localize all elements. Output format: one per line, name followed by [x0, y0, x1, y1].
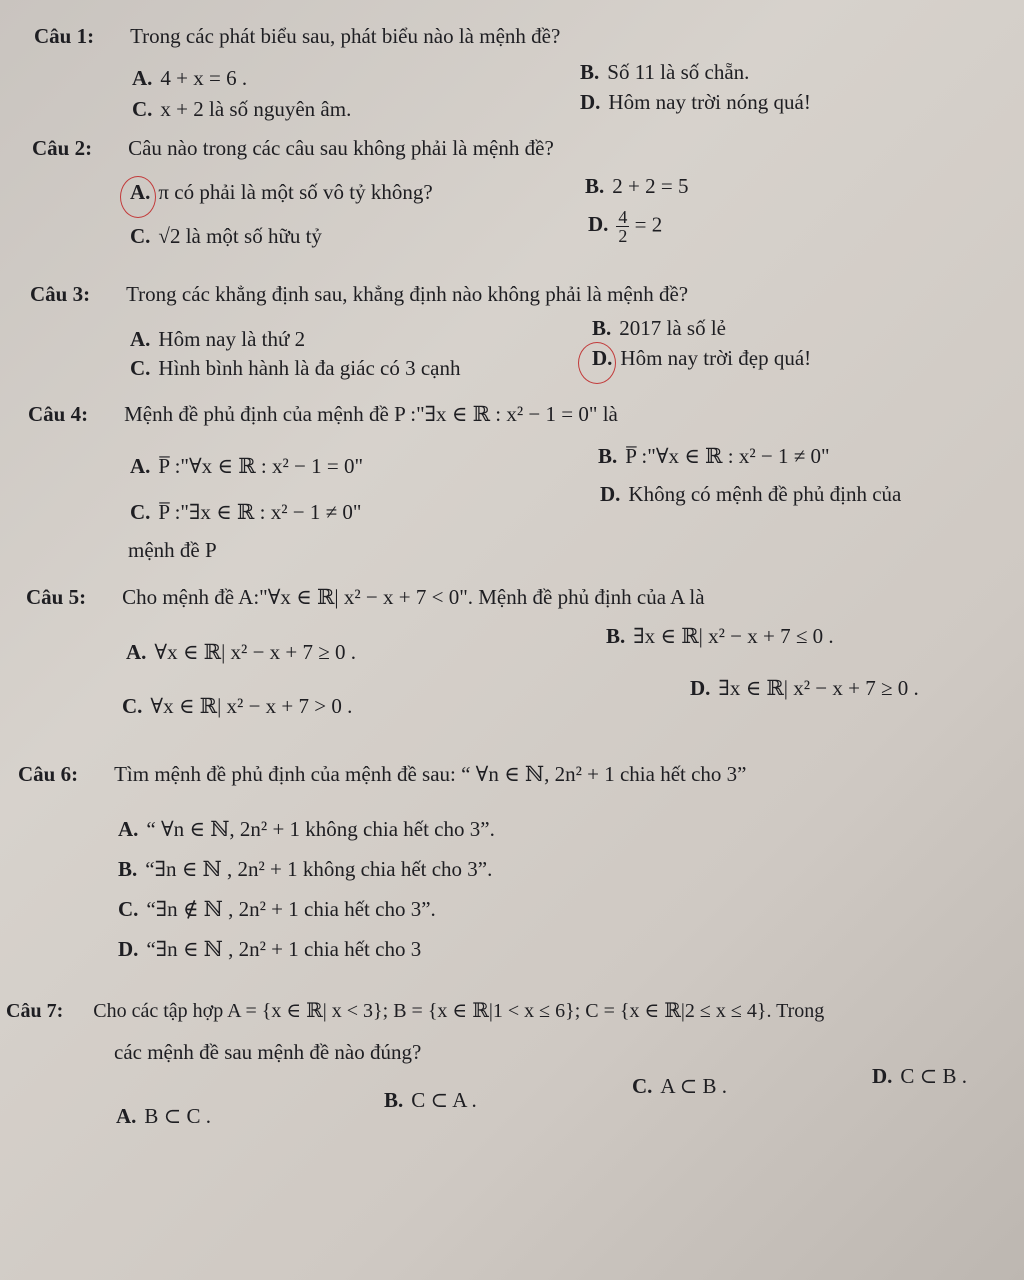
q1-option-a[interactable]: A. 4 + x = 6 .	[132, 66, 248, 90]
question-4-text: Mệnh đề phủ định của mệnh đề P :"∃x ∈ ℝ : x² − 1 = 0" là	[124, 402, 618, 426]
q4-option-a[interactable]: A. P̅ :"∀x ∈ ℝ : x² − 1 = 0"	[130, 454, 364, 478]
question-3-label: Câu 3:	[30, 282, 91, 306]
q7-option-a[interactable]: A. B ⊂ C .	[116, 1104, 212, 1128]
question-1-text: Trong các phát biểu sau, phát biểu nào là mệnh đề?	[130, 24, 561, 48]
q4-option-d-continued: mệnh đề P	[128, 538, 217, 562]
q5-option-d[interactable]: D. ∃x ∈ ℝ| x² − x + 7 ≥ 0 .	[690, 676, 919, 700]
q2-option-b[interactable]: B. 2 + 2 = 5	[585, 174, 689, 198]
question-2	[32, 136, 554, 161]
question-2-label: Câu 2:	[32, 136, 93, 160]
question-3	[30, 282, 688, 307]
question-2-text: Câu nào trong các câu sau không phải là mệnh đề?	[128, 136, 554, 160]
question-6	[18, 762, 747, 787]
q7-option-c[interactable]: C. A ⊂ B .	[632, 1074, 728, 1098]
q4-option-c[interactable]: C. P̅ :"∃x ∈ ℝ : x² − 1 ≠ 0"	[130, 500, 362, 524]
question-7	[6, 998, 824, 1023]
q5-option-c[interactable]: C. ∀x ∈ ℝ| x² − x + 7 > 0 .	[122, 694, 353, 718]
question-1	[34, 24, 560, 49]
question-5-label: Câu 5:	[26, 585, 87, 609]
q2-option-d[interactable]: D. $\frac{4}{2}$ = 2	[588, 207, 663, 246]
q6-option-d[interactable]: D. “∃n ∈ ℕ , 2n² + 1 chia hết cho 3	[118, 937, 422, 961]
q6-option-c[interactable]: C. “∃n ∉ ℕ , 2n² + 1 chia hết cho 3”.	[118, 897, 436, 921]
question-3-text: Trong các khẳng định sau, khẳng định nào không phải là mệnh đề?	[126, 282, 689, 306]
q1-option-c[interactable]: C. x + 2 là số nguyên âm.	[132, 97, 352, 121]
question-4	[28, 402, 618, 427]
fraction: $\frac{4}{2}$	[618, 207, 628, 246]
q7-option-b[interactable]: B. C ⊂ A .	[384, 1088, 477, 1112]
q3-option-d[interactable]: D. Hôm nay trời đẹp quá!	[592, 346, 812, 370]
q1-option-d[interactable]: D. Hôm nay trời nóng quá!	[580, 90, 811, 114]
question-6-text: Tìm mệnh đề phủ định của mệnh đề sau: “ ∀n ∈ ℕ, 2n² + 1 chia hết cho 3”	[114, 762, 747, 786]
q4-option-d[interactable]: D. Không có mệnh đề phủ định của	[600, 482, 902, 506]
question-5	[26, 585, 705, 610]
q6-option-a[interactable]: A. “ ∀n ∈ ℕ, 2n² + 1 không chia hết cho 3”.	[118, 817, 495, 841]
q5-option-a[interactable]: A. ∀x ∈ ℝ| x² − x + 7 ≥ 0 .	[126, 640, 357, 664]
q6-option-b[interactable]: B. “∃n ∈ ℕ , 2n² + 1 không chia hết cho 3”.	[118, 857, 493, 881]
q2-option-c[interactable]: C. √2 là một số hữu tỷ	[130, 224, 322, 248]
question-5-text: Cho mệnh đề A:"∀x ∈ ℝ| x² − x + 7 < 0". Mệnh đề phủ định của A là	[122, 585, 705, 609]
q5-option-b[interactable]: B. ∃x ∈ ℝ| x² − x + 7 ≤ 0 .	[606, 624, 834, 648]
question-7-text: Cho các tập hợp A = {x ∈ ℝ| x < 3}; B = {x ∈ ℝ|1 < x ≤ 6}; C = {x ∈ ℝ|2 ≤ x ≤ 4}. Trong	[93, 1000, 825, 1022]
q3-option-c[interactable]: C. Hình bình hành là đa giác có 3 cạnh	[130, 356, 461, 380]
q7-option-d[interactable]: D. C ⊂ B .	[872, 1064, 968, 1088]
q3-option-b[interactable]: B. 2017 là số lẻ	[592, 316, 726, 340]
q3-option-a[interactable]: A. Hôm nay là thứ 2	[130, 327, 306, 351]
question-6-label: Câu 6:	[18, 762, 79, 786]
question-4-label: Câu 4:	[28, 402, 89, 426]
q4-option-b[interactable]: B. P̅ :"∀x ∈ ℝ : x² − 1 ≠ 0"	[598, 444, 830, 468]
question-1-label: Câu 1:	[34, 24, 95, 48]
question-7-label: Câu 7:	[6, 1000, 64, 1022]
question-7-text-continued: các mệnh đề sau mệnh đề nào đúng?	[114, 1040, 422, 1064]
q2-option-a[interactable]: A. π có phải là một số vô tỷ không?	[130, 180, 433, 204]
q1-option-b[interactable]: B. Số 11 là số chẵn.	[580, 60, 750, 84]
